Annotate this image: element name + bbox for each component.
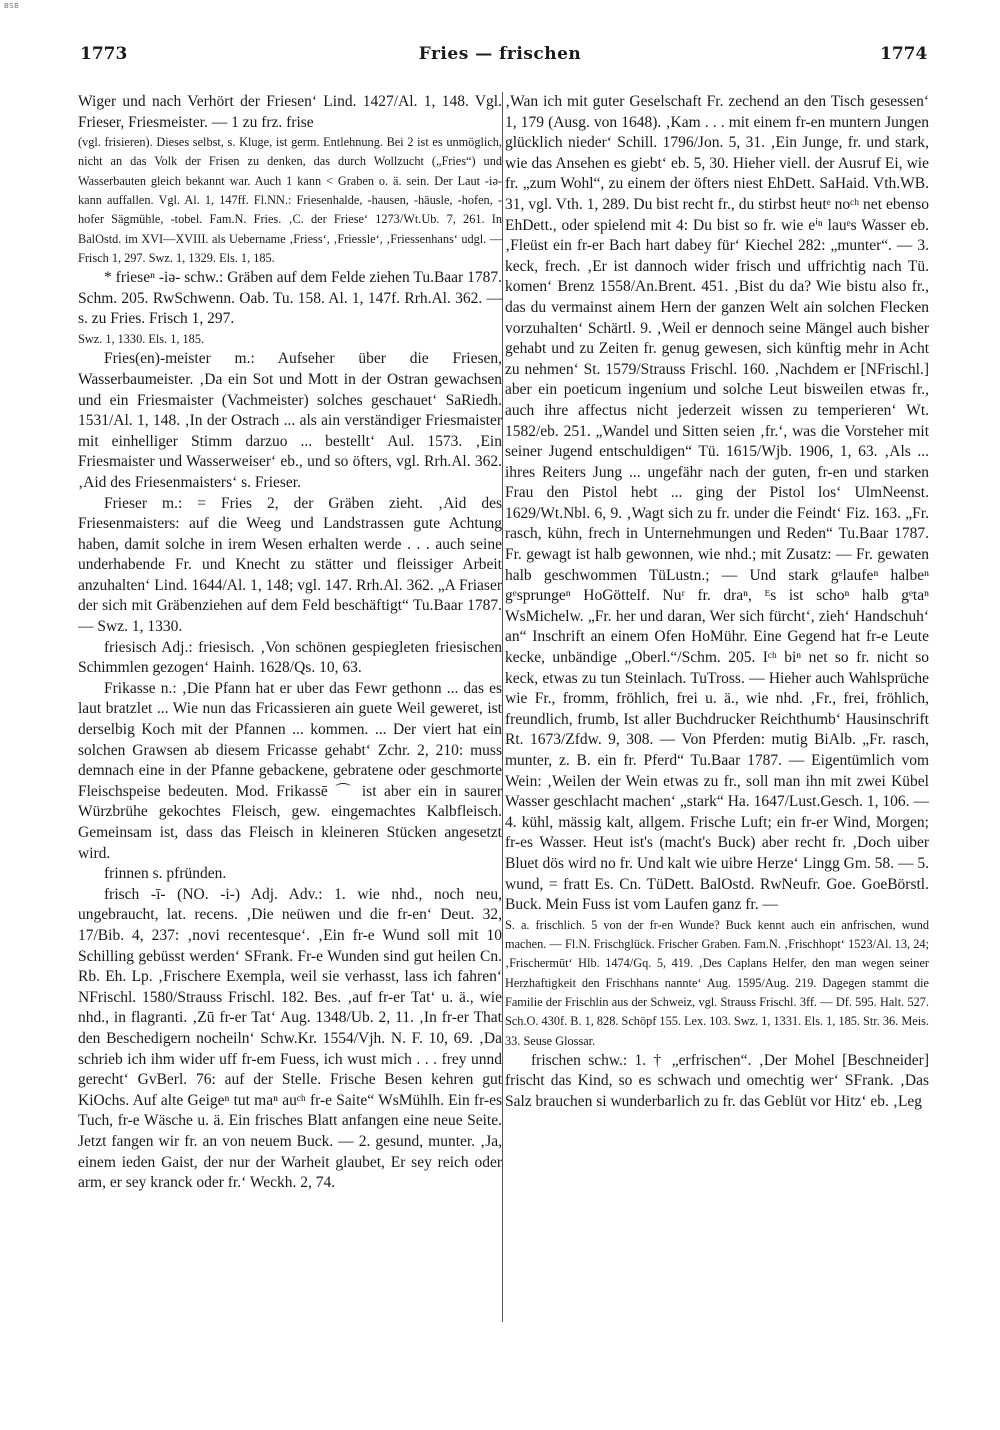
page-number-left: 1773 <box>80 44 128 64</box>
left-column-paragraph: Swz. 1, 1330. Els. 1, 185. <box>78 332 205 347</box>
left-column <box>78 92 502 1322</box>
right-column-paragraph: S. a. frischlich. 5 von der fr-en Wunde? Buck kennt auch ein anfrischen, wund machen. — Fl.N. Frischglück. Frischer Graben. Fam.N. ‚Frischhopt‘ 1523/Al. 13, 24; ‚Frischermūt‘ Hlb. 1474/Gq. 5, 419. ‚Des Caplans Helfer, den man wegen seiner Herzhaftigkeit den Frischhans nannte‘ Aug. 1595/Aug. 219. Dagegen stammt die Familie der Frischlin aus der Schweiz, vgl. Strauss Frischl. 3ff. — Df. 595. Halt. 527. Sch.O. 430f. B. 1, 828. Schöpf 155. Lex. 103. Swz. 1, 1331. Els. 1, 185. Str. 36. Meis. 33. Seuse Glossar. <box>505 917 929 1048</box>
column-divider <box>502 92 503 1322</box>
left-column-paragraph: frisch -ī- (NO. -i-) Adj. Adv.: 1. wie nhd., noch neu, ungebraucht, lat. recens. ‚Die neüwen und die fr-en‘ Deut. 32, 17/Bib. 4, 237: ‚novi recentesque‘. ‚Ein fr-e Wund soll mit 10 Schilling gebüsst werden‘ SFrank. Fr-e Wunden sind gut heilen Cn. Rb. Eh. Lp. ‚Frischere Exempla, weil sie verhasst, lass ich fahren‘ NFrischl. 1580/Strauss Frischl. 182. Bes. ‚auf fr-er Tat‘ u. ä., wie nhd., in flagranti. ‚Zū fr-er Tat‘ Aug. 1348/Ub. 2, 11. ‚In fr-er That den Beschedigern nocheiln‘ Schw.Kr. 1554/Vjh. N. F. 10, 69. ‚Da schrieb ich ihm wider uff fr-em Fuess, ich wust mich . . . frey unnd gerecht‘ GvBerl. 76: auf der Stelle. Frische Besen kehren gut KiOchs. Auf alte Geigeⁿ tut maⁿ auᶜʰ fr-e Saite“ WsMühlh. Ein fr-es Tuch, fr-e Wäsche u. ä. Ein frisches Blatt anfangen eine neue Seite. Jetzt fangen wir fr. an von neuem Buck. — 2. gesund, munter. ‚Ja, einem ieden Gaist, der nur der Warheit glaubet, Er sey reich oder arm, er sey kranck oder fr.‘ Weckh. 2, 74. <box>78 885 502 1192</box>
right-column <box>505 92 929 1322</box>
library-stamp: BSB <box>4 2 20 10</box>
left-column-paragraph: Frieser m.: = Fries 2, der Gräben zieht. ‚Aid des Friesenmaisters: auf die Weeg und Landstrassen gute Achtung haben, damit solche in irem Wesen erhalten werde . . . auch seine underhabende Fr. und Knecht zu stätter und fleissiger Arbeit anzuhalten‘ Lind. 1644/Al. 1, 148; vgl. 147. Rrh.Al. 362. „A Friaser der sich mit Gräbenziehen auf dem Feld beschäftigt“ Tu.Baar 1787. — Swz. 1, 1330. <box>78 494 502 636</box>
left-column-paragraph: (vgl. frisieren). Dieses selbst, s. Kluge, ist germ. Entlehnung. Bei 2 ist es unmöglich, nicht an das Volk der Frisen zu denken, das durch Wollzucht („Fries“) und Wasserbauten gleich bekannt war. Auch 1 kann < Graben o. ä. sein. Der Laut -iə- kann auffallen. Vgl. Al. 1, 147ff. Fl.NN.: Friesenhalde, -hausen, -häusle, -hofen, -hofer Sägmühle, -tobel. Fam.N. Fries. ‚C. der Friese‘ 1273/Wt.Ub. 7, 261. In BalOstd. im XVI—XVIII. als Uebername ‚Friess‘, ‚Friessle‘, ‚Friessenhans‘ udgl. — Frisch 1, 297. Swz. 1, 1329. Els. 1, 185. <box>78 135 502 265</box>
page-number-right: 1774 <box>880 44 928 64</box>
left-column-paragraph: frinnen s. pfründen. <box>104 865 227 883</box>
right-column-paragraph: frischen schw.: 1. † „erfrischen“. ‚Der Mohel [Beschneider] frischt das Kind, so es schwach und omechtig wer‘ SFrank. ‚Das Salz brauchen si wunderbarlich zu fr. das Geblüt vor Hitz‘ eb. ‚Leg <box>505 1051 929 1111</box>
running-title: Fries — frischen <box>418 44 582 64</box>
left-column-paragraph: Fries(en)-meister m.: Aufseher über die Friesen, Wasserbaumeister. ‚Da ein Sot und Mott in der Ostran gewachsen und ein Friesmaister (Vachmeister) solches geschauet‘ SaRiedh. 1531/Al. 1, 148. ‚In der Ostrach ... als ain verständiger Friesmaister mit einhelliger Stimm darzuo ... bestellt‘ Aul. 1573. ‚Ein Friesmaister und Wasserweiser‘ eb., und so öfters, vgl. Rrh.Al. 362. ‚Aid des Friesenmaisters‘ s. Frieser. <box>78 350 502 491</box>
left-column-paragraph: friesisch Adj.: friesisch. ‚Von schönen gespiegleten friesischen Schimmlen gezogen‘ Hainh. 1628/Qs. 10, 63. <box>78 638 502 677</box>
left-column-paragraph: Wiger und nach Verhört der Friesen‘ Lind. 1427/Al. 1, 148. Vgl. Frieser, Friesmeister. — 1 zu frz. frise <box>78 93 502 131</box>
left-column-paragraph: * frieseⁿ -iə- schw.: Gräben auf dem Felde ziehen Tu.Baar 1787. Schm. 205. RwSchwenn. Oab. Tu. 158. Al. 1, 147f. Rrh.Al. 362. — s. zu Fries. Frisch 1, 297. <box>78 269 502 328</box>
page-header <box>0 44 1000 68</box>
right-column-paragraph: ‚Wan ich mit guter Geselschaft Fr. zechend an den Tisch gesessen‘ 1, 179 (Ausg. von 1648). ‚Kam . . . mit einem fr-en muntern Jungen glücklich nieder‘ Schill. 1796/Jon. 5, 31. ‚Ein Junge, fr. und stark, wie das Ansehen es giebt‘ eb. 5, 30. Hieher viell. der Ausruf Ei, wie fr. „zum Wohl“, zu einem der öfters niest EhDett. SaHaid. Vth.WB. 31, vgl. Vth. 1, 289. Du bist recht fr., du stirbst heutᵉ noᶜʰ net ebenso EhDett., oder spielend mit 4: Du bist so fr. wie eⁱⁿ lauᵉs Wasser eb. ‚Fleüst ein fr-er Bach hart dabey für‘ Kiechel 282: „munter“. — 3. keck, frech. ‚Er ist dannoch wider frisch und uffrichtig nach Tü. komen‘ Brenz 1558/An.Brent. 451. ‚Bist du da? Wie bistu also fr., das du vermainst ainem Hern der ganzen Welt ain solchen Flecken vorzuhalten‘ Schärtl. 9. ‚Weil er dennoch seine Mängel auch bisher gehabt und zu Zeiten fr. genug gewesen, sich künftig mehr in Acht zu nehmen‘ St. 1579/Strauss Frischl. 160. ‚Nachdem er [NFrischl.] aber ein poeticum ingenium und solche Leut bisweilen etwas fr., auch ihre affectus nicht jederzeit wissen zu temperieren‘ Wt. 1582/eb. 251. „Wandel und Sitten seien ‚fr.‘, was die Vorsteher mit seiner Jugend entschuldigen“ Tü. 1615/Wjb. 1906, 1, 63. ‚Als ... ihres Reiters Jung ... ungefähr nach der guten, fr-en und starken Frau den Pistol hebt ... ging der Pistol los‘ UlmNeenst. 1629/Wt.Nbl. 6, 9. ‚Wagt sich zu fr. under die Feindt‘ Fiz. 163. „Fr. rasch, kühn, frech in Unternehmungen und Reden“ Tu.Baar 1787. Fr. gewagt ist halb gewonnen, wie nhd.; mit Zusatz: — Fr. gewaten halb geschwommen TüLustn.; — Und stark gᵉlaufeⁿ halbeⁿ gᵉsprungeⁿ HoGöttelf. Nuʳ fr. draⁿ, ᴱs ist schoⁿ halb gᵉtaⁿ WsMichelw. „Fr. her und daran, Wer sich fürcht‘, zieh‘ Handschuh‘ an“ Inschrift an einem Ofen HoMühr. Eine Gegend hat fr-e Leute kecke, unbändige „Oberl.“/Schm. 205. Iᶜʰ biⁿ net so fr. nicht so keck, etwas zu tun Steinlach. TuTross. — Hieher auch Wahlsprüche wie Fr., fromm, fröhlich, frei u. ä., wie nhd. ‚Fr., frei, fröhlich, freundlich, frumb, Ist aller Buchdrucker Reichthumb‘ Hausinschrift Rt. 1673/Zfdw. 9, 308. — Von Pferden: mutig BiAlb. „Fr. rasch, munter, z. B. ein fr. Pferd“ Tu.Baar 1787. — Eigentümlich vom Wein: ‚Weilen der Wein etwas zu fr., soll man ihn mit zwei Kübel Wasser geschlacht machen‘ „stark“ Ha. 1647/Lust.Gesch. 1, 106. — 4. kühl, mässig kalt, allgem. Frische Luft; ein fr-er Wind, Morgen; fr-es Wasser. Heut ist's (macht's Buck) aber recht fr. ‚Doch uiber Bluet dös wird no fr. Und kalt wie uibre Herze‘ Lingg Gm. 58. — 5. wund, = fratt Es. Cn. TüDett. BalOstd. RwNeufr. Goe. GoeBörstl. Buck. Mein Fuss ist vom Laufen ganz fr. — <box>505 93 929 914</box>
left-column-paragraph: Frikasse n.: ‚Die Pfann hat er uber das Fewr gethonn ... das es laut bratzlet ... Wie nun das Fricassieren ain guete Weil geweret, ist derselbig Koch mit der Pfannen ... kommen. ... Der viert hat ein solchen Grawsen ab diesem Fricasse gehabt‘ Zchr. 2, 210: muss demnach eine in der Pfanne gebackene, gebratene oder geschmorte Fleischspeise bedeuten. Mod. Frikassē ⌒ ist aber ein in saurer Würzbrühe gekochtes Fleisch, gew. eingemachtes Kalbfleisch. Gemeinsam ist, dass das Fleisch in kleineren Stücken angesetzt wird. <box>78 679 502 862</box>
